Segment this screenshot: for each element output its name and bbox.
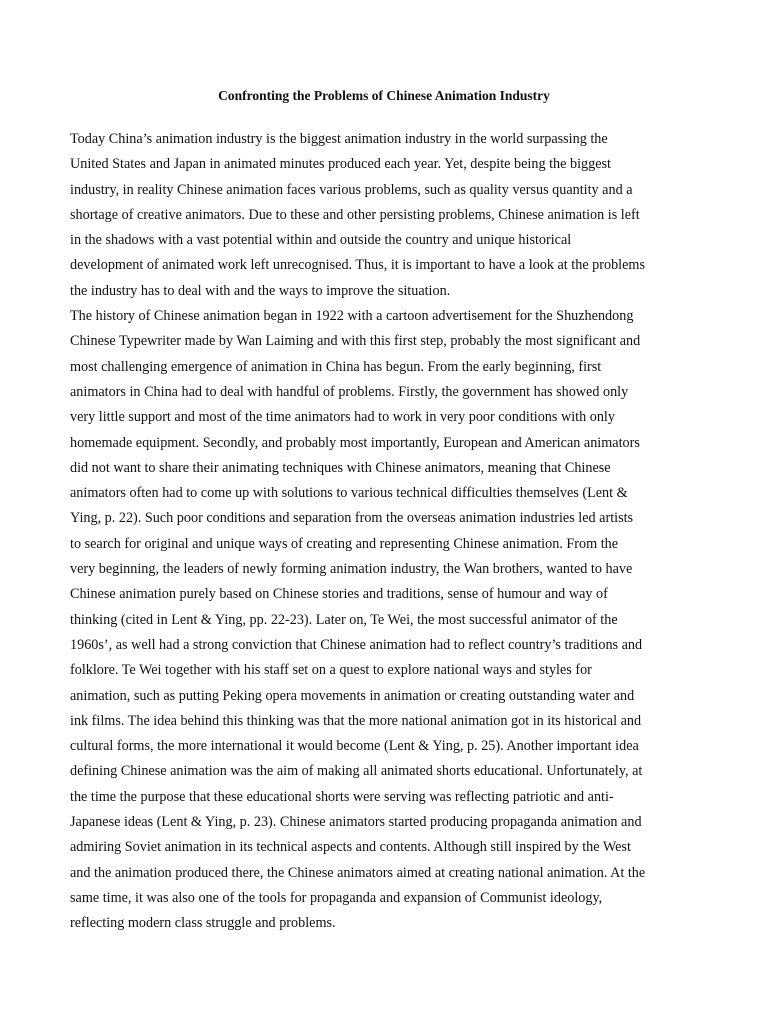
text-line: Chinese Typewriter made by Wan Laiming and with this first step, probably the most significant and (70, 333, 641, 350)
text-line: admiring Soviet animation in its technical aspects and contents. Although still inspired by the West (70, 839, 631, 856)
document-body (70, 127, 710, 937)
text-line: animators in China had to deal with handful of problems. Firstly, the government has showed only (70, 383, 629, 400)
text-line: animation, such as putting Peking opera movements in animation or creating outstanding water and (70, 687, 635, 704)
text-line: United States and Japan in animated minutes produced each year. Yet, despite being the biggest (70, 156, 611, 173)
text-line: to search for original and unique ways of creating and representing Chinese animation. From the (70, 535, 619, 552)
text-line: industry, in reality Chinese animation faces various problems, such as quality versus quantity and a (70, 181, 633, 198)
text-line: in the shadows with a vast potential within and outside the country and unique historical (70, 232, 572, 249)
text-line: the time the purpose that these educational shorts were serving was reflecting patriotic and anti- (70, 788, 614, 805)
text-line: ink films. The idea behind this thinking was that the more national animation got in its historical and (70, 712, 642, 729)
text-line: homemade equipment. Secondly, and probably most importantly, European and American animators (70, 434, 640, 451)
text-line: and the animation produced there, the Chinese animators aimed at creating national animation. At the (70, 864, 646, 881)
text-line: animators often had to come up with solutions to various technical difficulties themselves (Lent & (70, 485, 628, 502)
text-line: Chinese animation purely based on Chinese stories and traditions, sense of humour and way of (70, 586, 608, 603)
document-title: Confronting the Problems of Chinese Animation Industry (218, 88, 550, 103)
text-line: Ying, p. 22). Such poor conditions and separation from the overseas animation industries led artists (70, 510, 634, 527)
text-line: thinking (cited in Lent & Ying, pp. 22-23). Later on, Te Wei, the most successful animator of the (70, 611, 618, 628)
text-line: reflecting modern class struggle and problems. (70, 915, 336, 932)
text-line: cultural forms, the more international it would become (Lent & Ying, p. 25). Another important idea (70, 738, 639, 755)
text-line: same time, it was also one of the tools for propaganda and expansion of Communist ideology, (70, 889, 603, 906)
text-line: The history of Chinese animation began in 1922 with a cartoon advertisement for the Shuzhendong (70, 308, 634, 325)
text-line: 1960s’, as well had a strong conviction that Chinese animation had to reflect country’s traditions and (70, 636, 643, 653)
text-line: defining Chinese animation was the aim of making all animated shorts educational. Unfortunately, at (70, 763, 643, 780)
text-line: the industry has to deal with and the ways to improve the situation. (70, 282, 451, 299)
text-line: folklore. Te Wei together with his staff set on a quest to explore national ways and styles for (70, 662, 592, 679)
text-line: Japanese ideas (Lent & Ying, p. 23). Chinese animators started producing propaganda animation and (70, 814, 642, 831)
text-line: Today China’s animation industry is the biggest animation industry in the world surpassing the (70, 131, 608, 147)
text-line: most challenging emergence of animation in China has begun. From the early beginning, first (70, 358, 602, 375)
text-line: did not want to share their animating techniques with Chinese animators, meaning that Chinese (70, 459, 611, 476)
text-line: shortage of creative animators. Due to these and other persisting problems, Chinese animation is left (70, 206, 640, 223)
text-line: development of animated work left unrecognised. Thus, it is important to have a look at the problems (70, 257, 645, 274)
text-line: very beginning, the leaders of newly forming animation industry, the Wan brothers, wanted to have (70, 561, 633, 578)
text-line: very little support and most of the time animators had to work in very poor conditions with only (70, 409, 615, 426)
